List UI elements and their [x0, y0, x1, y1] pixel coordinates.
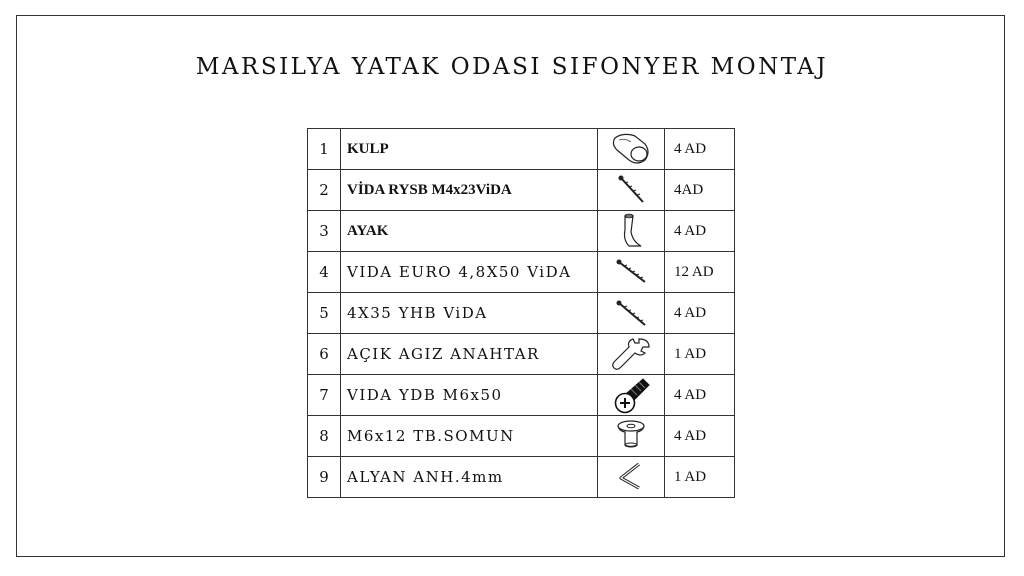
leg-icon	[598, 211, 665, 252]
part-quantity: 1 AD	[665, 457, 735, 498]
table-row	[308, 457, 735, 498]
parts-table	[307, 128, 735, 498]
part-name: 4X35 YHB ViDA	[341, 293, 598, 334]
part-quantity: 4 AD	[665, 375, 735, 416]
part-name: VİDA RYSB M4x23ViDA	[341, 170, 598, 211]
table-row	[308, 211, 735, 252]
part-name: M6x12 TB.SOMUN	[341, 416, 598, 457]
nut-icon	[598, 416, 665, 457]
table-row	[308, 170, 735, 211]
screw-icon	[598, 293, 665, 334]
table-row	[308, 334, 735, 375]
part-number: 6	[308, 334, 341, 375]
part-number: 2	[308, 170, 341, 211]
part-quantity: 4AD	[665, 170, 735, 211]
knob-icon	[598, 129, 665, 170]
part-quantity: 4 AD	[665, 416, 735, 457]
page-title: MARSILYA YATAK ODASI SIFONYER MONTAJ	[195, 54, 829, 80]
table-row	[308, 129, 735, 170]
allen-key-icon	[598, 457, 665, 498]
part-name: AYAK	[341, 211, 598, 252]
part-quantity: 4 AD	[665, 293, 735, 334]
wrench-icon	[598, 334, 665, 375]
screw-icon	[598, 252, 665, 293]
part-number: 8	[308, 416, 341, 457]
part-name: VIDA YDB M6x50	[341, 375, 598, 416]
bolt-icon	[598, 375, 665, 416]
screw-icon	[598, 170, 665, 211]
part-number: 9	[308, 457, 341, 498]
part-name: KULP	[341, 129, 598, 170]
part-number: 7	[308, 375, 341, 416]
table-row	[308, 293, 735, 334]
part-number: 5	[308, 293, 341, 334]
table-row	[308, 416, 735, 457]
table-row	[308, 252, 735, 293]
part-quantity: 12 AD	[665, 252, 735, 293]
table-row	[308, 375, 735, 416]
part-quantity: 1 AD	[665, 334, 735, 375]
part-number: 1	[308, 129, 341, 170]
part-name: AÇIK AGIZ ANAHTAR	[341, 334, 598, 375]
part-quantity: 4 AD	[665, 129, 735, 170]
part-number: 3	[308, 211, 341, 252]
part-number: 4	[308, 252, 341, 293]
part-name: ALYAN ANH.4mm	[341, 457, 598, 498]
part-quantity: 4 AD	[665, 211, 735, 252]
part-name: VIDA EURO 4,8X50 ViDA	[341, 252, 598, 293]
